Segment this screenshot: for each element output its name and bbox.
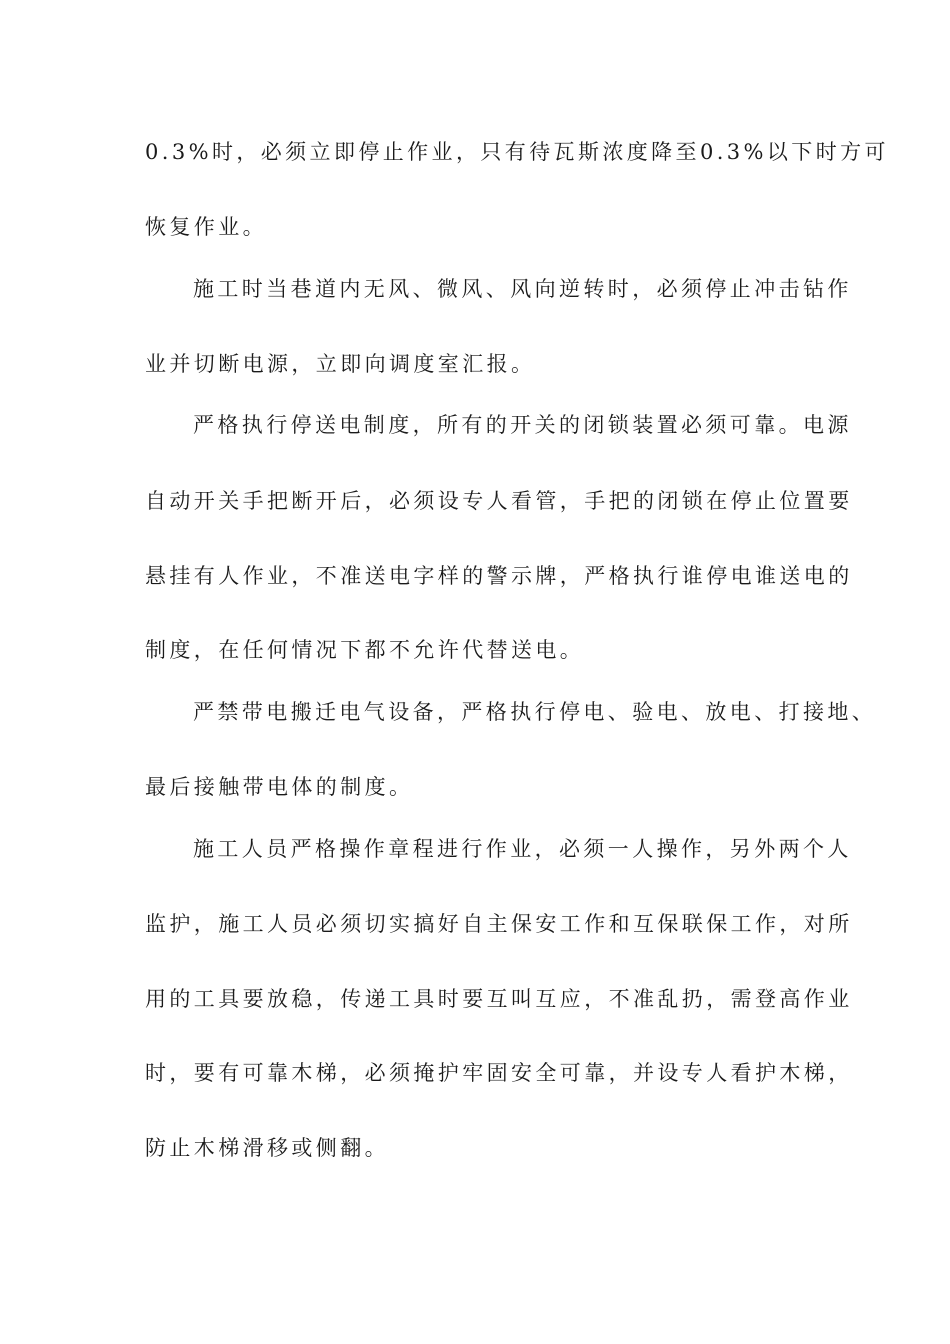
body-line-2: 恢复作业。 [145, 215, 267, 239]
body-line-3: 施工时当巷道内无风、微风、风向逆转时，必须停止冲击钻作 [193, 277, 852, 301]
body-line-6: 自动开关手把断开后，必须设专人看管，手把的闭锁在停止位置要 [145, 489, 853, 513]
body-line-11: 施工人员严格操作章程进行作业，必须一人操作，另外两个人 [193, 837, 852, 861]
body-line-4: 业并切断电源，立即向调度室汇报。 [145, 352, 536, 376]
body-line-1: 0.3%时，必须立即停止作业，只有待瓦斯浓度降至0.3%以下时方可 [145, 140, 889, 164]
body-line-7: 悬挂有人作业，不准送电字样的警示牌，严格执行谁停电谁送电的 [145, 564, 853, 588]
body-line-9: 严禁带电搬迁电气设备，严格执行停电、验电、放电、打接地、 [193, 700, 877, 724]
body-line-8: 制度，在任何情况下都不允许代替送电。 [145, 638, 585, 662]
body-line-10: 最后接触带电体的制度。 [145, 775, 414, 799]
body-line-12: 监护，施工人员必须切实搞好自主保安工作和互保联保工作，对所 [145, 912, 853, 936]
body-line-14: 时，要有可靠木梯，必须掩护牢固安全可靠，并设专人看护木梯， [145, 1061, 853, 1085]
body-line-13: 用的工具要放稳，传递工具时要互叫互应，不准乱扔，需登高作业 [145, 987, 853, 1011]
body-line-5: 严格执行停送电制度，所有的开关的闭锁装置必须可靠。电源 [193, 413, 852, 437]
body-line-15: 防止木梯滑移或侧翻。 [145, 1136, 389, 1160]
